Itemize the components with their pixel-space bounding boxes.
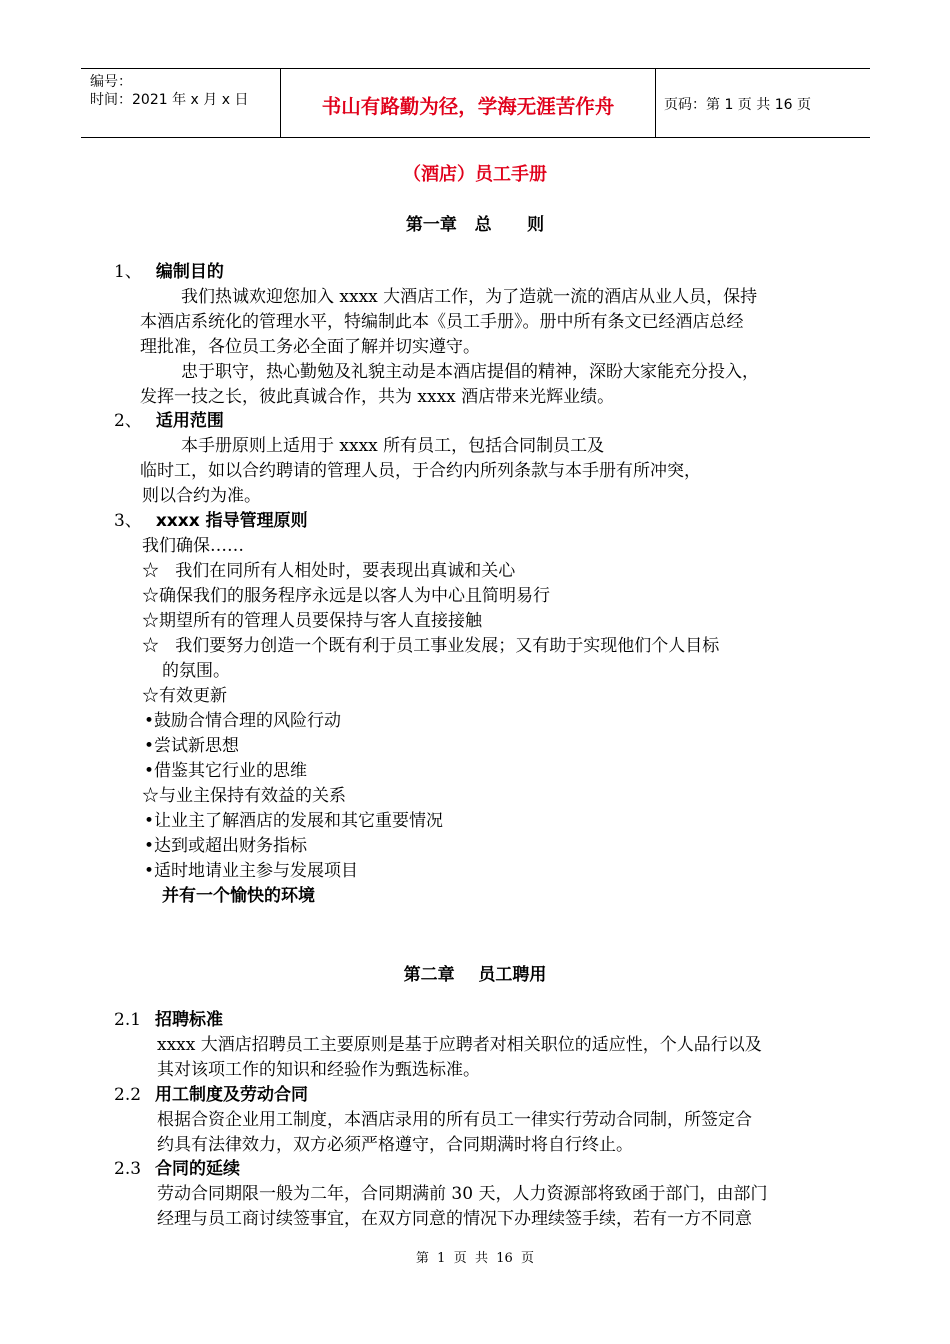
section-1-number: 1、 <box>114 262 142 282</box>
section-2-3-title: 合同的延续 <box>155 1159 241 1179</box>
list-line: ☆确保我们的服务程序永远是以客人为中心且简明易行 <box>142 586 550 606</box>
paragraph-line: 临时工，如以合约聘请的管理人员，于合约内所列条款与本手册有所冲突， <box>140 461 701 481</box>
paragraph-line: 理批准，各位员工务必全面了解并切实遵守。 <box>140 337 480 357</box>
section-2-title: 适用范围 <box>155 411 224 431</box>
document-title: （酒店）员工手册 <box>403 164 547 185</box>
paragraph-line: 根据合资企业用工制度，本酒店录用的所有员工一律实行劳动合同制，所签定合 <box>157 1110 752 1130</box>
list-line: •达到或超出财务指标 <box>144 836 308 856</box>
list-line: 的氛围。 <box>162 661 230 681</box>
section-3-closing: 并有一个愉快的环境 <box>162 886 315 906</box>
section-2-2-title: 用工制度及劳动合同 <box>155 1085 309 1105</box>
list-line: ☆期望所有的管理人员要保持与客人直接接触 <box>142 611 482 631</box>
list-line: •适时地请业主参与发展项目 <box>144 861 359 881</box>
paragraph-line: 其对该项工作的知识和经验作为甄选标准。 <box>157 1060 480 1080</box>
motto: 书山有路勤为径，学海无涯苦作舟 <box>321 95 615 118</box>
paragraph-line: 发挥一技之长，彼此真诚合作，共为 xxxx 酒店带来光辉业绩。 <box>140 387 615 407</box>
list-line: •尝试新思想 <box>144 736 240 756</box>
section-2-3-heading <box>114 1158 240 1180</box>
list-line: 我们确保…… <box>142 536 244 556</box>
header-page-cell <box>656 69 870 137</box>
paragraph-line: 忠于职守，热心勤勉及礼貌主动是本酒店提倡的精神，深盼大家能充分投入， <box>181 362 759 382</box>
section-2-1-heading <box>114 1009 223 1031</box>
section-2-2-heading <box>114 1084 308 1106</box>
paragraph-line: 本酒店系统化的管理水平，特编制此本《员工手册》。册中所有条文已经酒店总经 <box>140 312 744 332</box>
page-label: 页码：第 1 页 共 16 页 <box>664 97 811 113</box>
list-line: ☆与业主保持有效益的关系 <box>142 786 346 806</box>
paragraph-line: 约具有法律效力，双方必须严格遵守，合同期满时将自行终止。 <box>157 1135 633 1155</box>
paragraph-line: 劳动合同期限一般为二年，合同期满前 30 天，人力资源部将致函于部门，由部门 <box>157 1184 768 1204</box>
section-2-3-number: 2.3 <box>114 1159 142 1179</box>
chapter-2-title: 第二章 员工聘用 <box>403 965 547 985</box>
section-2-2-number: 2.2 <box>114 1085 142 1105</box>
number-label: 编号： <box>90 74 132 90</box>
section-2-1-number: 2.1 <box>114 1010 142 1030</box>
section-2-1-title: 招聘标准 <box>155 1010 224 1030</box>
list-line: •借鉴其它行业的思维 <box>144 761 308 781</box>
section-3-number: 3、 <box>114 511 142 531</box>
paragraph-line: 则以合约为准。 <box>142 486 261 506</box>
paragraph-line: 经理与员工商讨续签事宜，在双方同意的情况下办理续签手续，若有一方不同意 <box>157 1209 752 1229</box>
paragraph-line: 本手册原则上适用于 xxxx 所有员工，包括合同制员工及 <box>181 436 605 456</box>
header-table <box>81 68 870 138</box>
page-footer: 第 1 页 共 16 页 <box>415 1251 535 1266</box>
section-2-heading <box>114 410 224 432</box>
header-info-cell <box>81 69 281 137</box>
paragraph-line: 我们热诚欢迎您加入 xxxx 大酒店工作，为了造就一流的酒店从业人员，保持 <box>181 287 758 307</box>
section-1-heading <box>114 261 224 283</box>
chapter-1-title: 第一章 总 则 <box>405 215 545 235</box>
header-motto-cell <box>281 69 656 137</box>
list-line: •让业主了解酒店的发展和其它重要情况 <box>144 811 444 831</box>
time-label: 时间：2021 年 x 月 x 日 <box>90 92 249 108</box>
list-line: ☆ 我们要努力创造一个既有利于员工事业发展；又有助于实现他们个人目标 <box>142 636 720 656</box>
paragraph-line: xxxx 大酒店招聘员工主要原则是基于应聘者对相关职位的适应性，个人品行以及 <box>157 1035 762 1055</box>
section-1-title: 编制目的 <box>155 262 224 282</box>
list-line: ☆有效更新 <box>142 686 227 706</box>
section-2-number: 2、 <box>114 411 142 431</box>
section-3-heading <box>114 510 308 532</box>
list-line: •鼓励合情合理的风险行动 <box>144 711 342 731</box>
section-3-title: xxxx 指导管理原则 <box>155 511 308 531</box>
list-line: ☆ 我们在同所有人相处时，要表现出真诚和关心 <box>142 561 516 581</box>
